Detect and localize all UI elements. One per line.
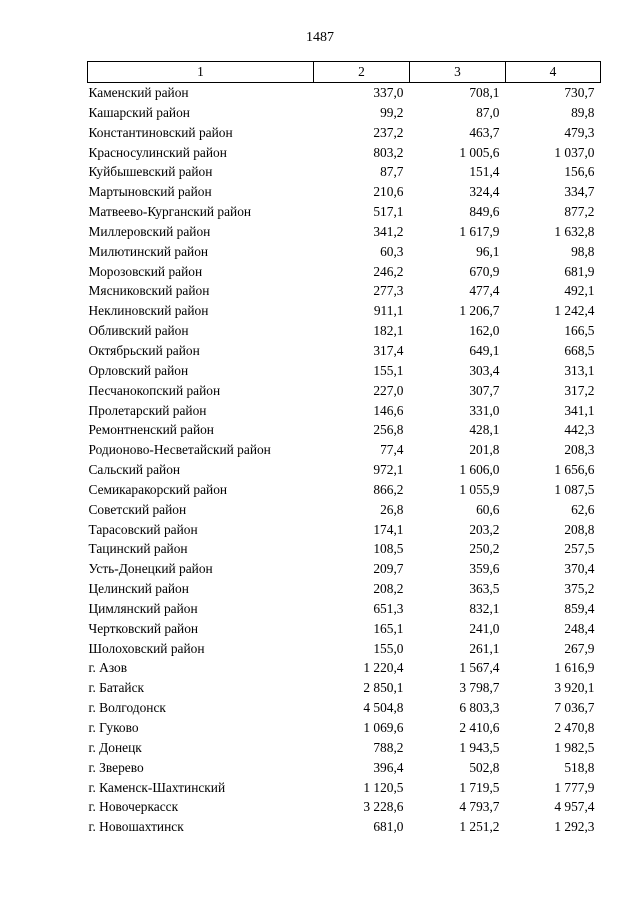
column-3-value-cell: 502,8	[469, 759, 500, 775]
table-row	[88, 778, 601, 798]
table-row	[88, 460, 601, 480]
table-row	[88, 539, 601, 559]
column-2-value-cell: 210,6	[373, 184, 404, 200]
table-row	[88, 579, 601, 599]
district-name-cell: Матвеево-Курганский район	[88, 204, 252, 220]
table-row	[88, 797, 601, 817]
column-2-value-cell: 4 504,8	[363, 700, 404, 716]
district-name-cell: г. Донецк	[88, 739, 142, 755]
column-3-value-cell: 1 251,2	[459, 819, 500, 835]
district-name-cell: Кашарский район	[88, 104, 190, 120]
column-2-value-cell: 337,0	[373, 85, 404, 100]
column-2-value-cell: 256,8	[373, 422, 404, 438]
column-2-value-cell: 803,2	[373, 144, 404, 160]
table-row	[88, 301, 601, 321]
district-name-cell: Неклиновский район	[88, 303, 209, 319]
column-3-value-cell: 241,0	[469, 620, 500, 636]
column-header-1: 1	[88, 62, 314, 83]
column-2-value-cell: 227,0	[373, 382, 404, 398]
district-name-cell: Семикаракорский район	[88, 481, 228, 497]
column-3-value-cell: 477,4	[469, 283, 500, 299]
column-3-value-cell: 151,4	[469, 164, 500, 180]
column-2-value-cell: 341,2	[373, 223, 404, 239]
column-4-value-cell: 166,5	[564, 323, 595, 339]
column-4-value-cell: 3 920,1	[554, 680, 595, 696]
column-2-value-cell: 651,3	[373, 600, 404, 616]
table-row	[88, 103, 601, 123]
column-3-value-cell: 1 617,9	[459, 223, 500, 239]
column-2-value-cell: 87,7	[380, 164, 404, 180]
column-3-value-cell: 324,4	[469, 184, 500, 200]
district-name-cell: Мясниковский район	[88, 283, 210, 299]
column-4-value-cell: 313,1	[564, 362, 595, 378]
district-name-cell: Родионово-Несветайский район	[88, 442, 271, 458]
district-name-cell: Тацинский район	[88, 541, 188, 557]
table-row	[88, 639, 601, 659]
table-row	[88, 381, 601, 401]
column-4-value-cell: 668,5	[564, 342, 595, 358]
column-4-value-cell: 681,9	[564, 263, 595, 279]
column-2-value-cell: 1 220,4	[363, 660, 404, 676]
column-3-value-cell: 2 410,6	[459, 720, 500, 735]
column-4-value-cell: 370,4	[564, 561, 595, 577]
page-number: 1487	[306, 30, 334, 45]
column-2-value-cell: 174,1	[373, 521, 404, 537]
column-2-value-cell: 2 850,1	[363, 680, 404, 696]
column-3-value-cell: 359,6	[469, 561, 500, 577]
column-3-value-cell: 203,2	[469, 521, 500, 537]
column-3-value-cell: 1 719,5	[459, 779, 500, 795]
column-2-value-cell: 317,4	[373, 342, 404, 358]
column-3-value-cell: 649,1	[469, 342, 500, 358]
column-2-value-cell: 209,7	[373, 561, 404, 577]
district-name-cell: Куйбышевский район	[88, 164, 213, 180]
column-3-value-cell: 1 567,4	[459, 660, 500, 676]
table-row	[88, 361, 601, 381]
district-name-cell: Орловский район	[88, 362, 189, 378]
column-2-value-cell: 237,2	[373, 124, 404, 140]
district-name-cell: Пролетарский район	[88, 402, 207, 418]
table-row	[88, 440, 601, 460]
column-3-value-cell: 303,4	[469, 362, 500, 378]
column-4-value-cell: 1 632,8	[554, 223, 595, 239]
column-4-value-cell: 1 982,5	[554, 739, 595, 755]
table-row	[88, 420, 601, 440]
column-2-value-cell: 396,4	[373, 759, 404, 775]
column-3-value-cell: 670,9	[469, 263, 500, 279]
district-name-cell: Морозовский район	[88, 263, 203, 279]
column-3-value-cell: 1 206,7	[459, 303, 500, 319]
column-4-value-cell: 208,3	[564, 442, 595, 458]
column-2-value-cell: 182,1	[373, 323, 404, 339]
table-row	[88, 162, 601, 182]
district-name-cell: г. Азов	[88, 660, 128, 676]
column-3-value-cell: 87,0	[476, 104, 500, 120]
table-row	[88, 341, 601, 361]
column-4-value-cell: 1 292,3	[554, 819, 595, 835]
column-header-4: 4	[506, 62, 601, 83]
table-row	[88, 559, 601, 579]
table-body	[88, 83, 601, 838]
column-3-value-cell: 1 005,6	[459, 144, 500, 160]
table-row	[88, 758, 601, 778]
district-name-cell: Усть-Донецкий район	[88, 561, 213, 577]
district-name-cell: г. Зверево	[88, 759, 144, 775]
header-row	[88, 62, 601, 83]
column-3-value-cell: 96,1	[476, 243, 500, 259]
table-row	[88, 738, 601, 758]
column-3-value-cell: 463,7	[469, 124, 500, 140]
column-2-value-cell: 155,0	[373, 640, 404, 656]
table-row	[88, 143, 601, 163]
table-row	[88, 698, 601, 718]
table-row	[88, 401, 601, 421]
column-4-value-cell: 518,8	[564, 759, 595, 775]
column-3-value-cell: 261,1	[469, 640, 500, 656]
district-name-cell: Целинский район	[88, 581, 189, 597]
table-row	[88, 281, 601, 301]
table-header	[88, 62, 601, 83]
district-name-cell: г. Каменск-Шахтинский	[88, 779, 226, 795]
district-name-cell: г. Волгодонск	[88, 700, 166, 716]
column-2-value-cell: 3 228,6	[363, 799, 404, 815]
column-2-value-cell: 155,1	[373, 362, 404, 378]
district-name-cell: Цимлянский район	[88, 600, 198, 616]
data-table	[87, 61, 601, 837]
table-row	[88, 182, 601, 202]
table-row	[88, 222, 601, 242]
column-2-value-cell: 866,2	[373, 481, 404, 497]
table-row	[88, 599, 601, 619]
table-row	[88, 500, 601, 520]
table-row	[88, 123, 601, 143]
district-name-cell: Сальский район	[88, 462, 181, 478]
table-row	[88, 718, 601, 738]
column-4-value-cell: 62,6	[571, 501, 595, 517]
column-4-value-cell: 257,5	[564, 541, 595, 557]
table-row	[88, 658, 601, 678]
column-4-value-cell: 98,8	[571, 243, 595, 259]
district-name-cell: Обливский район	[88, 323, 189, 339]
table-row	[88, 262, 601, 282]
column-4-value-cell: 317,2	[564, 382, 595, 398]
column-4-value-cell: 334,7	[564, 184, 595, 200]
district-name-cell: Каменский район	[88, 85, 189, 100]
column-2-value-cell: 1 120,5	[363, 779, 404, 795]
table-row	[88, 678, 601, 698]
column-2-value-cell: 26,8	[380, 501, 404, 517]
column-3-value-cell: 363,5	[469, 581, 500, 597]
column-4-value-cell: 341,1	[564, 402, 595, 418]
column-2-value-cell: 911,1	[373, 303, 404, 319]
column-2-value-cell: 77,4	[380, 442, 404, 458]
column-2-value-cell: 246,2	[373, 263, 404, 279]
column-3-value-cell: 1 055,9	[459, 481, 500, 497]
district-name-cell: Ремонтненский район	[88, 422, 214, 438]
column-3-value-cell: 201,8	[469, 442, 500, 458]
district-name-cell: г. Батайск	[88, 680, 145, 696]
table-row	[88, 619, 601, 639]
district-name-cell: Милютинский район	[88, 243, 209, 259]
column-2-value-cell: 60,3	[380, 243, 404, 259]
table-row	[88, 480, 601, 500]
column-3-value-cell: 428,1	[469, 422, 500, 438]
column-3-value-cell: 331,0	[469, 402, 500, 418]
column-4-value-cell: 492,1	[564, 283, 595, 299]
column-4-value-cell: 1 777,9	[554, 779, 595, 795]
table-row	[88, 520, 601, 540]
district-name-cell: Мартыновский район	[88, 184, 212, 200]
table-row	[88, 242, 601, 262]
table-row	[88, 83, 601, 103]
district-name-cell: Октябрьский район	[88, 342, 200, 358]
column-4-value-cell: 1 242,4	[554, 303, 595, 319]
column-4-value-cell: 1 037,0	[554, 144, 595, 160]
column-4-value-cell: 442,3	[564, 422, 595, 438]
column-3-value-cell: 3 798,7	[459, 680, 500, 696]
column-3-value-cell: 4 793,7	[459, 799, 500, 815]
district-name-cell: Чертковский район	[88, 620, 199, 636]
district-name-cell: Шолоховский район	[88, 640, 205, 656]
column-2-value-cell: 146,6	[373, 402, 404, 418]
district-name-cell: Красносулинский район	[88, 144, 227, 160]
column-4-value-cell: 1 087,5	[554, 481, 595, 497]
column-2-value-cell: 165,1	[373, 620, 404, 636]
district-name-cell: Песчанокопский район	[88, 382, 221, 398]
column-2-value-cell: 277,3	[373, 283, 404, 299]
column-4-value-cell: 248,4	[564, 620, 595, 636]
district-name-cell: Советский район	[88, 501, 187, 517]
column-header-2: 2	[314, 62, 410, 83]
column-4-value-cell: 156,6	[564, 164, 595, 180]
column-3-value-cell: 307,7	[469, 382, 500, 398]
column-3-value-cell: 708,1	[469, 85, 500, 100]
district-name-cell: Константиновский район	[88, 124, 233, 140]
table-row	[88, 817, 601, 837]
column-2-value-cell: 1 069,6	[363, 720, 404, 735]
table-row	[88, 202, 601, 222]
district-name-cell: Миллеровский район	[88, 223, 211, 239]
column-4-value-cell: 877,2	[564, 204, 595, 220]
column-3-value-cell: 60,6	[476, 501, 500, 517]
column-3-value-cell: 6 803,3	[459, 700, 500, 716]
column-2-value-cell: 788,2	[373, 739, 404, 755]
column-3-value-cell: 832,1	[469, 600, 500, 616]
column-3-value-cell: 162,0	[469, 323, 500, 339]
column-2-value-cell: 108,5	[373, 541, 404, 557]
table-row	[88, 321, 601, 341]
column-4-value-cell: 479,3	[564, 124, 595, 140]
column-3-value-cell: 849,6	[469, 204, 500, 220]
column-2-value-cell: 681,0	[373, 819, 404, 835]
column-2-value-cell: 972,1	[373, 462, 404, 478]
column-2-value-cell: 208,2	[373, 581, 404, 597]
column-4-value-cell: 89,8	[571, 104, 595, 120]
column-4-value-cell: 4 957,4	[554, 799, 595, 815]
district-name-cell: г. Гуково	[88, 720, 139, 735]
column-4-value-cell: 730,7	[564, 85, 595, 100]
district-name-cell: г. Новочеркасск	[88, 799, 179, 815]
column-3-value-cell: 250,2	[469, 541, 500, 557]
column-2-value-cell: 517,1	[373, 204, 404, 220]
column-4-value-cell: 267,9	[564, 640, 595, 656]
district-name-cell: Тарасовский район	[88, 521, 198, 537]
column-3-value-cell: 1 943,5	[459, 739, 500, 755]
column-4-value-cell: 1 656,6	[554, 462, 595, 478]
district-name-cell: г. Новошахтинск	[88, 819, 184, 835]
column-4-value-cell: 7 036,7	[554, 700, 595, 716]
column-4-value-cell: 208,8	[564, 521, 595, 537]
column-4-value-cell: 375,2	[564, 581, 595, 597]
column-2-value-cell: 99,2	[380, 104, 404, 120]
column-4-value-cell: 1 616,9	[554, 660, 595, 676]
column-4-value-cell: 2 470,8	[554, 720, 595, 735]
column-header-3: 3	[410, 62, 506, 83]
column-3-value-cell: 1 606,0	[459, 462, 500, 478]
column-4-value-cell: 859,4	[564, 600, 595, 616]
